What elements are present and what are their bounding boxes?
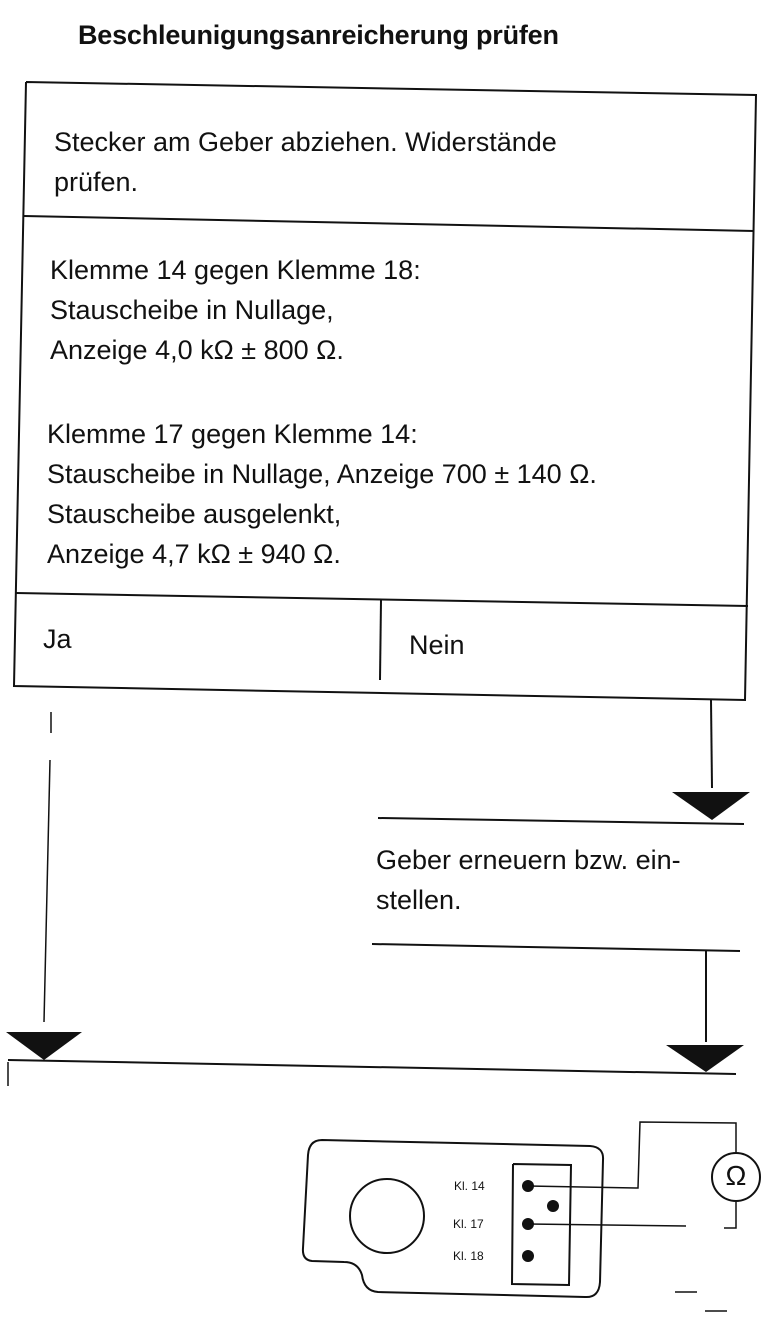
meter-wire-return	[724, 1202, 736, 1228]
terminal-label-17: Kl. 17	[453, 1217, 484, 1231]
answer-no: Nein	[409, 630, 465, 660]
answers-divider	[16, 593, 748, 606]
step2-line-1: Klemme 14 gegen Klemme 18:	[50, 255, 421, 285]
step2-line-3: Anzeige 4,0 kΩ ± 800 Ω.	[50, 335, 344, 365]
step2-line-6: Stauscheibe ausgelenkt,	[47, 499, 342, 529]
pin-18-dot	[522, 1250, 534, 1262]
step1-divider	[24, 216, 754, 231]
terminal-label-14: Kl. 14	[454, 1179, 485, 1193]
step2-block-b	[47, 414, 597, 574]
action-no-text	[376, 840, 681, 920]
action-no-line-2: stellen.	[376, 885, 462, 915]
step1-line-2: prüfen.	[54, 167, 139, 197]
step2-line-5: Stauscheibe in Nullage, Anzeige 700 ± 140 Ω.	[47, 459, 597, 489]
meter-wire-14	[528, 1122, 736, 1188]
step2-block-a	[50, 250, 421, 370]
step1-text	[54, 122, 557, 202]
action-bottom-rule	[372, 944, 740, 951]
pin-extra-dot	[547, 1200, 559, 1212]
page-title: Beschleunigungsanreicherung prüfen	[78, 20, 559, 50]
merge-arrow-head-left	[6, 1032, 82, 1060]
step1-line-1: Stecker am Geber abziehen. Widerstände	[54, 127, 557, 157]
step2-line-4: Klemme 17 gegen Klemme 14:	[47, 419, 418, 449]
merge-arrow-head-right	[666, 1045, 744, 1072]
answer-yes: Ja	[43, 624, 72, 654]
step2-line-2: Stauscheibe in Nullage,	[50, 295, 334, 325]
no-arrow-head	[672, 792, 750, 820]
connector-round-socket	[350, 1179, 424, 1253]
terminal-label-18: Kl. 18	[453, 1249, 484, 1263]
merge-rule	[8, 1060, 736, 1074]
no-branch-line	[711, 700, 712, 788]
action-no-line-1: Geber erneuern bzw. ein-	[376, 845, 681, 875]
yes-branch-line-b	[44, 760, 50, 1022]
step2-line-7: Anzeige 4,7 kΩ ± 940 Ω.	[47, 539, 341, 569]
ohmmeter-symbol: Ω	[725, 1160, 747, 1191]
meter-wire-17	[528, 1224, 686, 1226]
answers-vertical-divider	[380, 600, 381, 680]
action-top-rule	[378, 818, 744, 824]
